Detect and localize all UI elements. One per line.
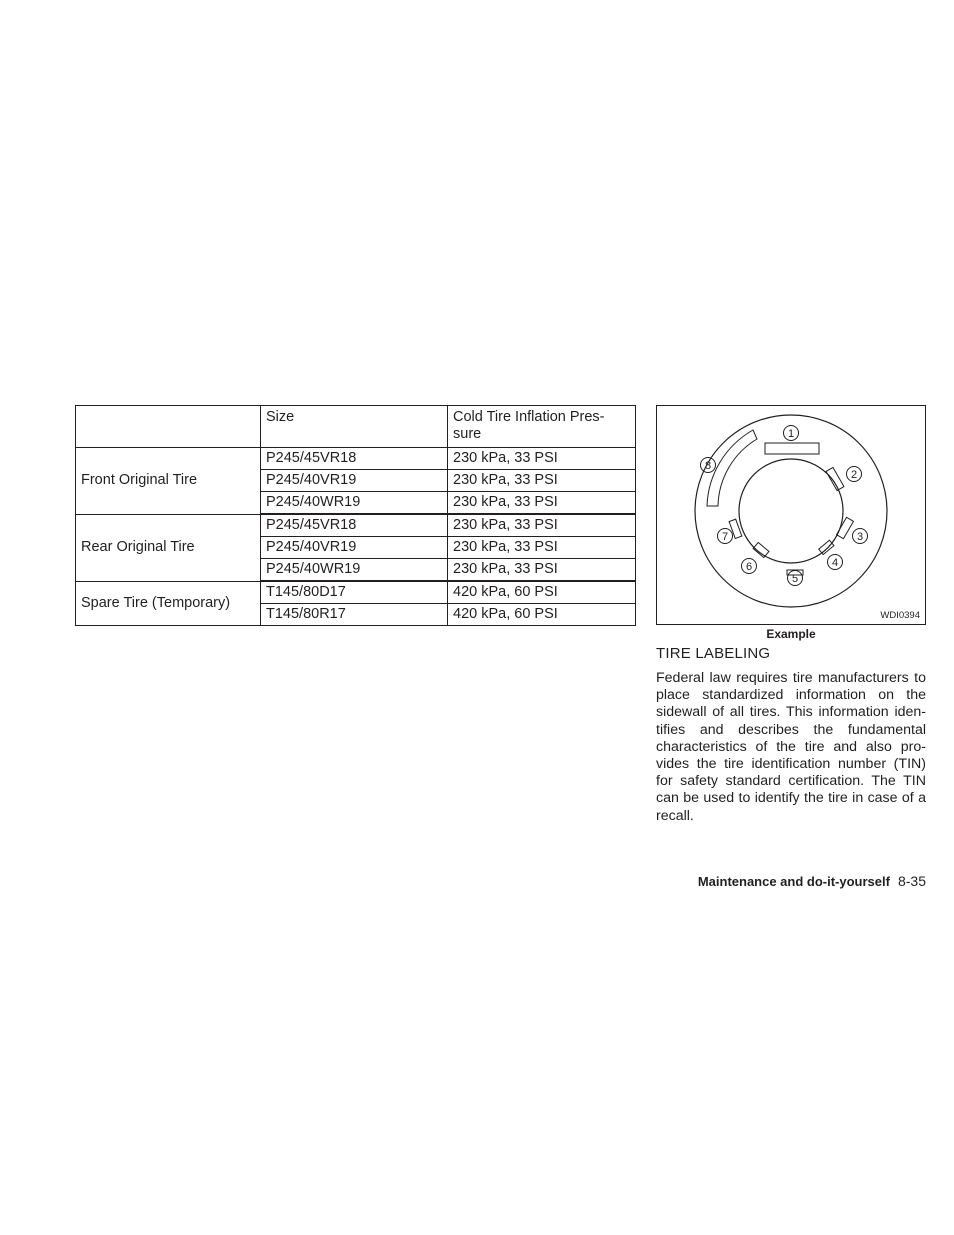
label-box-4: [819, 540, 834, 554]
callout-2: [847, 467, 862, 482]
svg-text:2: 2: [850, 469, 858, 481]
pressure-cell: 230 kPa, 33 PSI: [448, 559, 636, 582]
group-label-spare: Spare Tire (Temporary): [76, 581, 261, 626]
svg-text:1: 1: [787, 428, 795, 440]
header-pressure-cell: [448, 406, 636, 448]
group-label-front: Front Original Tire: [76, 448, 261, 515]
figure-code: WDI0394: [880, 610, 920, 621]
tire-sidewall-figure: [656, 405, 926, 625]
label-box-1: [765, 443, 819, 454]
table-row: [76, 581, 636, 604]
svg-text:5: 5: [791, 573, 799, 585]
size-cell: T145/80D17: [261, 581, 448, 604]
table-row: [76, 448, 636, 470]
tire-pressure-table: [75, 405, 636, 626]
header-label-cell: [76, 406, 261, 448]
figure-caption: Example: [766, 627, 816, 641]
size-cell: P245/40VR19: [261, 470, 448, 492]
label-box-3: [837, 517, 854, 538]
pressure-cell: 420 kPa, 60 PSI: [448, 581, 636, 604]
callout-6: [742, 559, 757, 574]
table-row: [76, 514, 636, 537]
pressure-cell: 230 kPa, 33 PSI: [448, 514, 636, 537]
size-cell: P245/45VR18: [261, 448, 448, 470]
size-cell: P245/45VR18: [261, 514, 448, 537]
pressure-cell: 420 kPa, 60 PSI: [448, 604, 636, 626]
svg-text:8: 8: [704, 460, 712, 472]
section-title: TIRE LABELING: [656, 645, 771, 662]
page-footer: [656, 873, 926, 889]
size-cell: P245/40VR19: [261, 537, 448, 559]
callout-1: [784, 426, 799, 441]
footer-section-name: Maintenance and do-it-yourself: [697, 874, 890, 889]
size-cell: T145/80R17: [261, 604, 448, 626]
group-label-rear: Rear Original Tire: [76, 514, 261, 581]
tire-sidewall-diagram: [657, 406, 927, 626]
pressure-cell: 230 kPa, 33 PSI: [448, 448, 636, 470]
callout-3: [853, 529, 868, 544]
label-box-2: [826, 467, 844, 490]
callout-7: [718, 529, 733, 544]
header-size-cell: Size: [261, 406, 448, 448]
svg-text:3: 3: [856, 531, 864, 543]
page-number: 8-35: [897, 873, 926, 889]
section-body-text: Federal law requires tire manufacturers to place standardized information on the sidewall of all tires. This information iden-tifies and describes the fundamental characteristics of the tire and also pro-vides the tire identification number (TIN) for safety standard certification. The TIN can be used to identify the tire in case of a recall.: [656, 670, 926, 824]
svg-text:6: 6: [745, 561, 753, 573]
callout-5: [788, 571, 803, 586]
label-box-6: [753, 542, 769, 557]
pressure-cell: 230 kPa, 33 PSI: [448, 537, 636, 559]
svg-text:4: 4: [831, 557, 839, 569]
size-cell: P245/40WR19: [261, 492, 448, 515]
svg-text:7: 7: [721, 531, 729, 543]
header-pressure-text: Cold Tire Inflation Pres-sure: [453, 409, 605, 442]
callout-8: [701, 458, 716, 473]
pressure-cell: 230 kPa, 33 PSI: [448, 492, 636, 515]
table-header-row: [76, 406, 636, 448]
size-cell: P245/40WR19: [261, 559, 448, 582]
callout-4: [828, 555, 843, 570]
pressure-cell: 230 kPa, 33 PSI: [448, 470, 636, 492]
